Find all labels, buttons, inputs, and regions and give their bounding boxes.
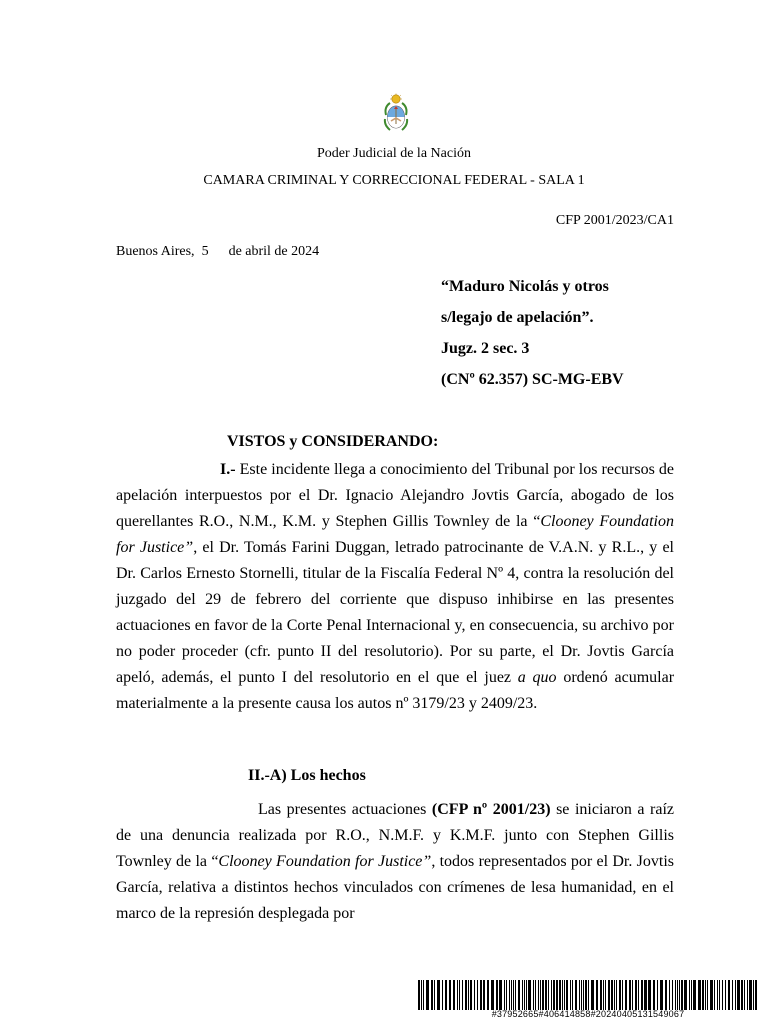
barcode-bar xyxy=(707,980,708,1010)
barcode-bar xyxy=(744,980,745,1010)
barcode-bar xyxy=(684,980,687,1010)
barcode-bar xyxy=(524,980,525,1010)
barcode-bar xyxy=(725,980,726,1010)
barcode-bar xyxy=(689,980,690,1010)
barcode-bar xyxy=(675,980,676,1010)
date-month-year: de abril de 2024 xyxy=(228,244,320,259)
barcode-bar xyxy=(714,980,715,1010)
barcode-bar xyxy=(477,980,478,1010)
paragraph-text: Las presentes actuaciones xyxy=(258,801,432,818)
barcode-bar xyxy=(705,980,706,1010)
barcode-bar xyxy=(625,980,627,1010)
barcode-bar xyxy=(542,980,544,1010)
paragraph-1 xyxy=(116,457,674,717)
foundation-name: Clooney Foundation for Justice” xyxy=(116,513,675,556)
barcode-bar xyxy=(528,980,531,1010)
barcode-bar xyxy=(511,980,512,1010)
barcode-bar xyxy=(732,980,733,1010)
barcode-bar xyxy=(717,980,718,1010)
barcode-bar xyxy=(533,980,534,1010)
barcode-bar xyxy=(635,980,637,1010)
barcode-bar xyxy=(677,980,678,1010)
barcode-bar xyxy=(437,980,440,1010)
barcode-bar xyxy=(572,980,573,1010)
barcode-bar xyxy=(566,980,568,1010)
case-number: CFP 2001/2023/CA1 xyxy=(555,213,674,228)
section-hechos-title: II.-A) Los hechos xyxy=(248,767,366,784)
barcode-bar xyxy=(496,980,498,1010)
barcode-bar xyxy=(691,980,692,1010)
barcode-bar xyxy=(470,980,472,1010)
institution-name: Poder Judicial de la Nación xyxy=(317,146,471,161)
barcode-bar xyxy=(583,980,584,1010)
barcode-number: #37952665#406414858#20240405131549067 xyxy=(491,1009,685,1019)
barcode-bar xyxy=(499,980,502,1010)
barcode-bar xyxy=(453,980,455,1010)
case-caption xyxy=(441,271,624,395)
barcode-bar xyxy=(632,980,633,1010)
barcode-bar xyxy=(553,980,555,1010)
barcode-bar xyxy=(653,980,655,1010)
barcode-bar xyxy=(551,980,552,1010)
barcode-bar xyxy=(638,980,639,1010)
barcode-bar xyxy=(459,980,460,1010)
barcode-bar xyxy=(641,980,643,1010)
barcode-bar xyxy=(585,980,587,1010)
case-reference: (CFP nº 2001/23) xyxy=(431,801,551,818)
barcode-bar xyxy=(465,980,467,1010)
caption-line: (CNº 62.357) SC-MG-EBV xyxy=(441,371,624,388)
barcode-bar xyxy=(702,980,704,1010)
barcode-bar xyxy=(755,980,757,1010)
barcode-bar xyxy=(611,980,613,1010)
barcode-bar xyxy=(538,980,539,1010)
barcode-bar xyxy=(741,980,743,1010)
barcode-bar xyxy=(418,980,420,1010)
barcode-bar xyxy=(698,980,701,1010)
barcode-bar xyxy=(581,980,582,1010)
barcode-bar xyxy=(753,980,754,1010)
barcode-bar xyxy=(619,980,621,1010)
date-city: Buenos Aires, xyxy=(116,244,195,259)
barcode-bar xyxy=(506,980,507,1010)
barcode-bar xyxy=(722,980,723,1010)
barcode-bar xyxy=(570,980,571,1010)
barcode-bar xyxy=(681,980,683,1010)
barcode-bar xyxy=(449,980,451,1010)
barcode-bar xyxy=(509,980,510,1010)
barcode-bar xyxy=(737,980,740,1010)
barcode-bar xyxy=(548,980,549,1010)
barcode-bar xyxy=(468,980,469,1010)
barcode-bar xyxy=(710,980,713,1010)
paragraph-2 xyxy=(116,797,674,927)
national-coat-of-arms-icon xyxy=(381,93,411,133)
barcode-bar xyxy=(545,980,547,1010)
barcode-bar xyxy=(588,980,589,1010)
barcode-bar xyxy=(665,980,667,1010)
barcode-bar xyxy=(423,980,424,1010)
foundation-name: Clooney Foundation for Justice” xyxy=(218,853,432,870)
paragraph-text: , el Dr. Tomás Farini Duggan, letrado patrocinante de V.A.N. y R.L., y el Dr. Carlos Ernesto Stornelli, titular de la Fiscalía Federal Nº 4, contra la resolución del juzgado del 29 de febrero del corriente que dispuso inhibirse en las presentes actuaciones en favor de la Corte Penal Internacional y, en consecuencia, su archivo por no poder proceder (cfr. punto II del resolutorio). Por su parte, el Dr. Jovtis García apeló, además, el punto I del resolutorio en el que el juez xyxy=(116,539,674,686)
barcode-bar xyxy=(487,980,489,1010)
barcode-bar xyxy=(526,980,527,1010)
barcode-bar xyxy=(657,980,658,1010)
barcode-bar xyxy=(596,980,598,1010)
paragraph-text: , todos representados por el Dr. Jovtis García, relativa a distintos hechos vinculados con crímenes de lesa humanidad, en el marco de la represión desplegada por xyxy=(116,853,674,922)
barcode-bar xyxy=(644,980,647,1010)
barcode-bar xyxy=(575,980,577,1010)
barcode-bar xyxy=(679,980,680,1010)
paragraph-number: I.- xyxy=(220,461,236,478)
barcode-bar xyxy=(579,980,580,1010)
barcode-bar xyxy=(660,980,663,1010)
date-day: 5 xyxy=(201,244,209,259)
barcode-bar xyxy=(562,980,563,1010)
caption-line: s/legajo de apelación”. xyxy=(441,309,594,326)
barcode-bar xyxy=(719,980,720,1010)
barcode-bar xyxy=(540,980,541,1010)
barcode-bar xyxy=(600,980,602,1010)
barcode-bar xyxy=(616,980,617,1010)
barcode-bar xyxy=(559,980,561,1010)
barcode-bar xyxy=(522,980,523,1010)
barcode-bar xyxy=(672,980,673,1010)
barcode-bar xyxy=(735,980,736,1010)
barcode-bar xyxy=(535,980,536,1010)
caption-line: “Maduro Nicolás y otros xyxy=(441,278,609,295)
barcode-bar xyxy=(442,980,443,1010)
barcode-bar xyxy=(518,980,520,1010)
paragraph-text: Este incidente llega a conocimiento del Tribunal por los recursos de apelación interpuestos por el Dr. Ignacio Alejandro Jovtis García, abogado de los querellantes R.O., N.M., K.M. y Stephen Gillis Townley de la “ xyxy=(116,461,674,530)
barcode-bar xyxy=(426,980,429,1010)
barcode-bar xyxy=(564,980,565,1010)
barcode-bar xyxy=(462,980,463,1010)
paragraph-text: se iniciaron a raíz de una denuncia realizada por R.O., N.M.F. y K.M.F. junto con Stephen Gillis Townley de la “ xyxy=(116,801,675,870)
barcode-bar xyxy=(474,980,475,1010)
latin-term: a quo xyxy=(517,669,557,686)
paragraph-text: ordenó acumular materialmente a la presente causa los autos nº 3179/23 y 2409/23. xyxy=(116,669,675,712)
barcode-bar xyxy=(431,980,433,1010)
barcode-bar xyxy=(504,980,505,1010)
date-line xyxy=(116,244,319,260)
barcode-bar xyxy=(728,980,730,1010)
section-title: VISTOS y CONSIDERANDO: xyxy=(227,433,439,450)
barcode-bar xyxy=(457,980,458,1010)
barcode-bar xyxy=(629,980,631,1010)
barcode-bar xyxy=(622,980,623,1010)
barcode-bar xyxy=(603,980,604,1010)
barcode-bar xyxy=(614,980,615,1010)
barcode-bar xyxy=(648,980,651,1010)
caption-line: Jugz. 2 sec. 3 xyxy=(441,340,530,357)
barcode-bar xyxy=(483,980,485,1010)
barcode-bar xyxy=(605,980,606,1010)
barcode-bar xyxy=(445,980,447,1010)
barcode-bar xyxy=(556,980,558,1010)
barcode-bar xyxy=(693,980,696,1010)
barcode-bar xyxy=(591,980,594,1010)
barcode-bar xyxy=(434,980,435,1010)
barcode-bar xyxy=(421,980,422,1010)
barcode-bar xyxy=(608,980,610,1010)
court-name: CAMARA CRIMINAL Y CORRECCIONAL FEDERAL - SALA 1 xyxy=(203,173,585,188)
barcode-bar xyxy=(513,980,514,1010)
barcode-bar xyxy=(491,980,494,1010)
barcode-bar xyxy=(515,980,516,1010)
barcode-bar xyxy=(747,980,748,1010)
barcode-bar xyxy=(749,980,752,1010)
barcode xyxy=(418,980,758,1010)
barcode-bar xyxy=(480,980,482,1010)
barcode-bar xyxy=(669,980,670,1010)
